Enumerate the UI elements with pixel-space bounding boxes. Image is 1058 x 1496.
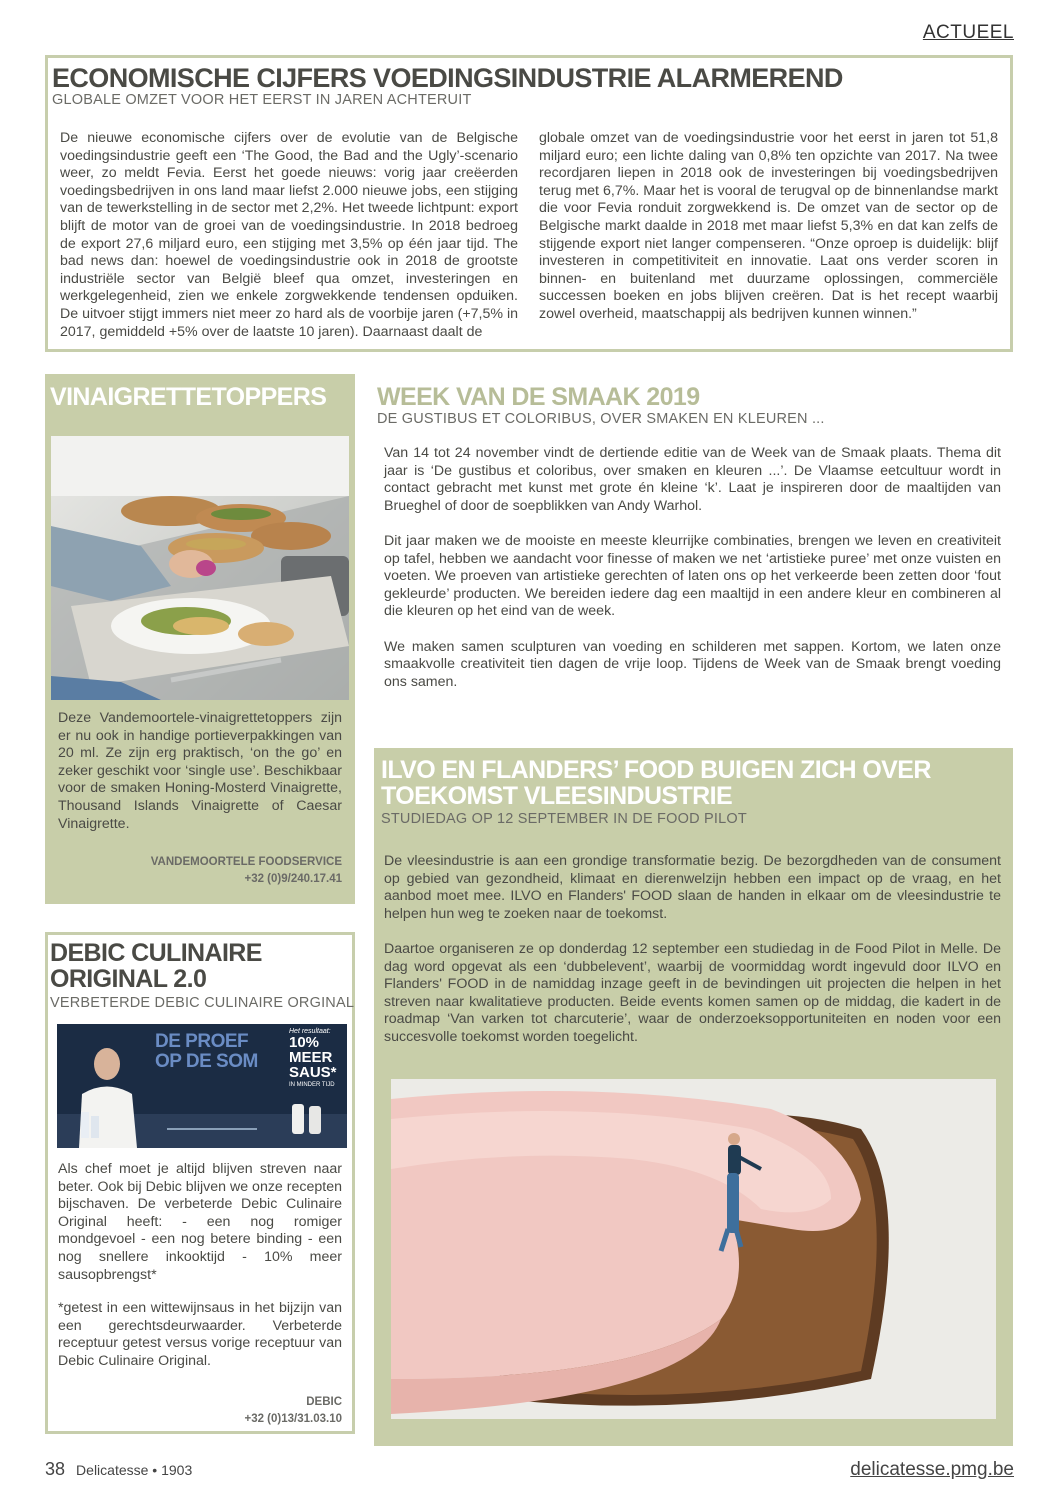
debic-ad-badge-big: 10% MEER SAUS* [289,1034,337,1081]
debic-body-1: Als chef moet je altijd blijven streven naar beter. Ook bij Debic blijven we onze recepten bijschaven. De verbeterde Debic Culinaire Original heeft: - een nog romiger mondgevoel - een nog betere binding - een nog snellere inkooktijd - 10% meer sausopbrengst* [58,1161,342,1283]
ilvo-paragraph-2: Daartoe organiseren ze op donderdag 12 september een studiedag in de Food Pilot in Melle. De dag word opgevat als een ‘dubbelevent’, waarbij de voormiddag wordt ingevuld door ILVO en Flanders' FOOD in de namiddag inzage geeft in de bevindingen uit projecten die helpen in het streven naar kwalitatieve producten. Beide events komen samen op de middag, die kadert in de roadmap ‘Van varken tot charcuterie’, waar de onderzoeksopportuniteiten en noden voor een succesvolle toekomst worden toegelicht. [384,940,1001,1045]
smaak-body [384,445,1001,691]
page-number: 38 [45,1459,66,1479]
debic-ad-badge [289,1028,345,1098]
smaak-paragraph-1: Van 14 tot 24 november vindt de dertiende editie van de Week van de Smaak plaats. Thema dit jaar is ‘De gustibus et coloribus, over smaken en kleuren ...’. De Vlaamse eetcultuur wordt in contact gebracht met kunst met grote én kleine ‘k’. Laat je inspireren door de maaltijden van Brueghel of door de soepblikken van Andy Warhol. [384,445,1001,514]
article1-subtitle: GLOBALE OMZET VOOR HET EERST IN JAREN ACHTERUIT [52,92,472,108]
debic-body-2: *getest in een wittewijnsaus in het bijzijn van een gerechtsdeurwaarder. Verbeterde receptuur getest versus vorige receptuur van Debic Culinaire Original. [58,1300,342,1369]
debic-ad-headline: DE PROEF OP DE SOM [155,1031,258,1072]
vinaigrette-photo [51,436,349,700]
smaak-subtitle: DE GUSTIBUS ET COLORIBUS, OVER SMAKEN EN KLEUREN ... [377,411,825,427]
footer-left [45,1459,192,1480]
debic-ad-badge-tail: IN MINDER TIJD [289,1082,335,1088]
ilvo-body [384,853,1001,1047]
ilvo-title: ILVO EN FLANDERS’ FOOD BUIGEN ZICH OVER TOEKOMST VLEESINDUSTRIE [381,756,931,811]
vinaigrette-contact-name: VANDEMOORTELE FOODSERVICE [150,856,342,868]
smaak-paragraph-3: We maken samen sculpturen van voeding en schilderen met sappen. Kortom, we laten onze smaakvolle creativiteit tien dagen de vrije loop. Tijdens de Week van de Smaak brengt voeding ons samen. [384,638,1001,690]
ilvo-subtitle: STUDIEDAG OP 12 SEPTEMBER IN DE FOOD PILOT [381,811,747,827]
debic-subtitle: VERBETERDE DEBIC CULINAIRE ORGINAL [50,995,355,1011]
debic-contact-phone: +32 (0)13/31.03.10 [244,1413,342,1425]
ham-photo [391,1079,996,1419]
vinaigrette-contact-phone: +32 (0)9/240.17.41 [244,873,342,885]
section-label[interactable]: ACTUEEL [922,22,1014,43]
ilvo-paragraph-1: De vleesindustrie is aan een grondige transformatie bezig. De bezorgdheden van de consument op gebied van gezondheid, klimaat en dierenwelzijn hebben een impact op de vraag, en het aanbod moet mee. ILVO en Flanders' FOOD slaan de handen in elkaar om de vleesindustrie te helpen hun weg te zoeken naar de toekomst. [384,853,1001,922]
website-link[interactable]: delicatesse.pmg.be [850,1459,1014,1480]
article1-column-1: De nieuwe economische cijfers over de evolutie van de Belgische voedingsindustrie geeft een ‘The Good, the Bad and the Ugly’-scenario weer, zo meldt Fevia. Eerst het goede nieuws: vorig jaar creëerden voedingsbedrijven in ons land maar liefst 2.000 nieuwe jobs, een stijging van de tewerkstelling in de sector met 2,2%. Het tweede lichtpunt: export blijft de motor van de groei van de voedingsindustrie. In 2018 bedroeg de export 27,6 miljard euro, een stijging met 3,5% op één jaar tijd. The bad news dan: hoewel de voedingsindustrie ook in 2018 de grootste industriële sector van België bleef qua omzet, investeringen en werkgelegenheid, zien we enkele zorgwekkende tendensen opduiken. De uitvoer stijgt immers niet meer zo hard als de voorbije jaren (+7,5% in 2017, gemiddeld +5% over de laatste 10 jaren). Daarnaast daalt de [60,130,518,340]
debic-title: DEBIC CULINAIRE ORIGINAL 2.0 [50,939,262,994]
debic-ad-image [57,1024,347,1148]
smaak-title: WEEK VAN DE SMAAK 2019 [377,383,700,411]
article1-title: ECONOMISCHE CIJFERS VOEDINGSINDUSTRIE ALARMEREND [52,63,843,93]
magazine-name: Delicatesse • 1903 [76,1462,193,1478]
article1-column-2: globale omzet van de voedingsindustrie voor het eerst in jaren tot 51,8 miljard euro; een lichte daling van 0,8% ten opzichte van 2017. Na twee recordjaren liepen in 2018 ook de investeringen bij voedingsbedrijven terug met 6,7%. Maar het is vooral de terugval op de binnenlandse markt die voor Fevia ronduit zorgwekkend is. De omzet van de sector op de Belgische markt daalde in 2018 met maar liefst 5,3% en dat kan zelfs de stijgende export niet langer compenseren. “Onze oproep is duidelijk: blijf investeren in competitiviteit en innovatie. Laat ons verder scoren in binnen- en buitenland met duurzame oplossingen, commerciële successen boeken en jobs blijven creëren. Dat is het recept waarbij zowel overheid, maatschappij als bedrijven kunnen winnen.” [539,130,998,322]
vinaigrette-body: Deze Vandemoortele-vinaigrettetoppers zijn er nu ook in handige portieverpakkingen van 20 ml. Ze zijn erg praktisch, ‘on the go’ en zeker geschikt voor ‘single use’. Beschikbaar voor de smaken Honing-Mosterd Vinaigrette, Thousand Islands Vinaigrette of Caesar Vinaigrette. [58,710,342,832]
debic-ad-badge-small: Het resultaat: [289,1028,331,1035]
vinaigrette-title: VINAIGRETTETOPPERS [50,383,327,411]
debic-contact-name: DEBIC [306,1396,342,1408]
smaak-paragraph-2: Dit jaar maken we de mooiste en meeste kleurrijke combinaties, brengen we leven en creativiteit op tafel, hebben we aandacht voor finesse of maken we net ‘artistieke puree’ met onze vuisten en voeten. We proeven van artistieke gerechten of laten ons op het verkeerde been zetten door ‘fout gekleurde’ producten. We bereiden iedere dag een maaltijd in een andere kleur en combineren al die kleuren op het eind van de week. [384,532,1001,620]
